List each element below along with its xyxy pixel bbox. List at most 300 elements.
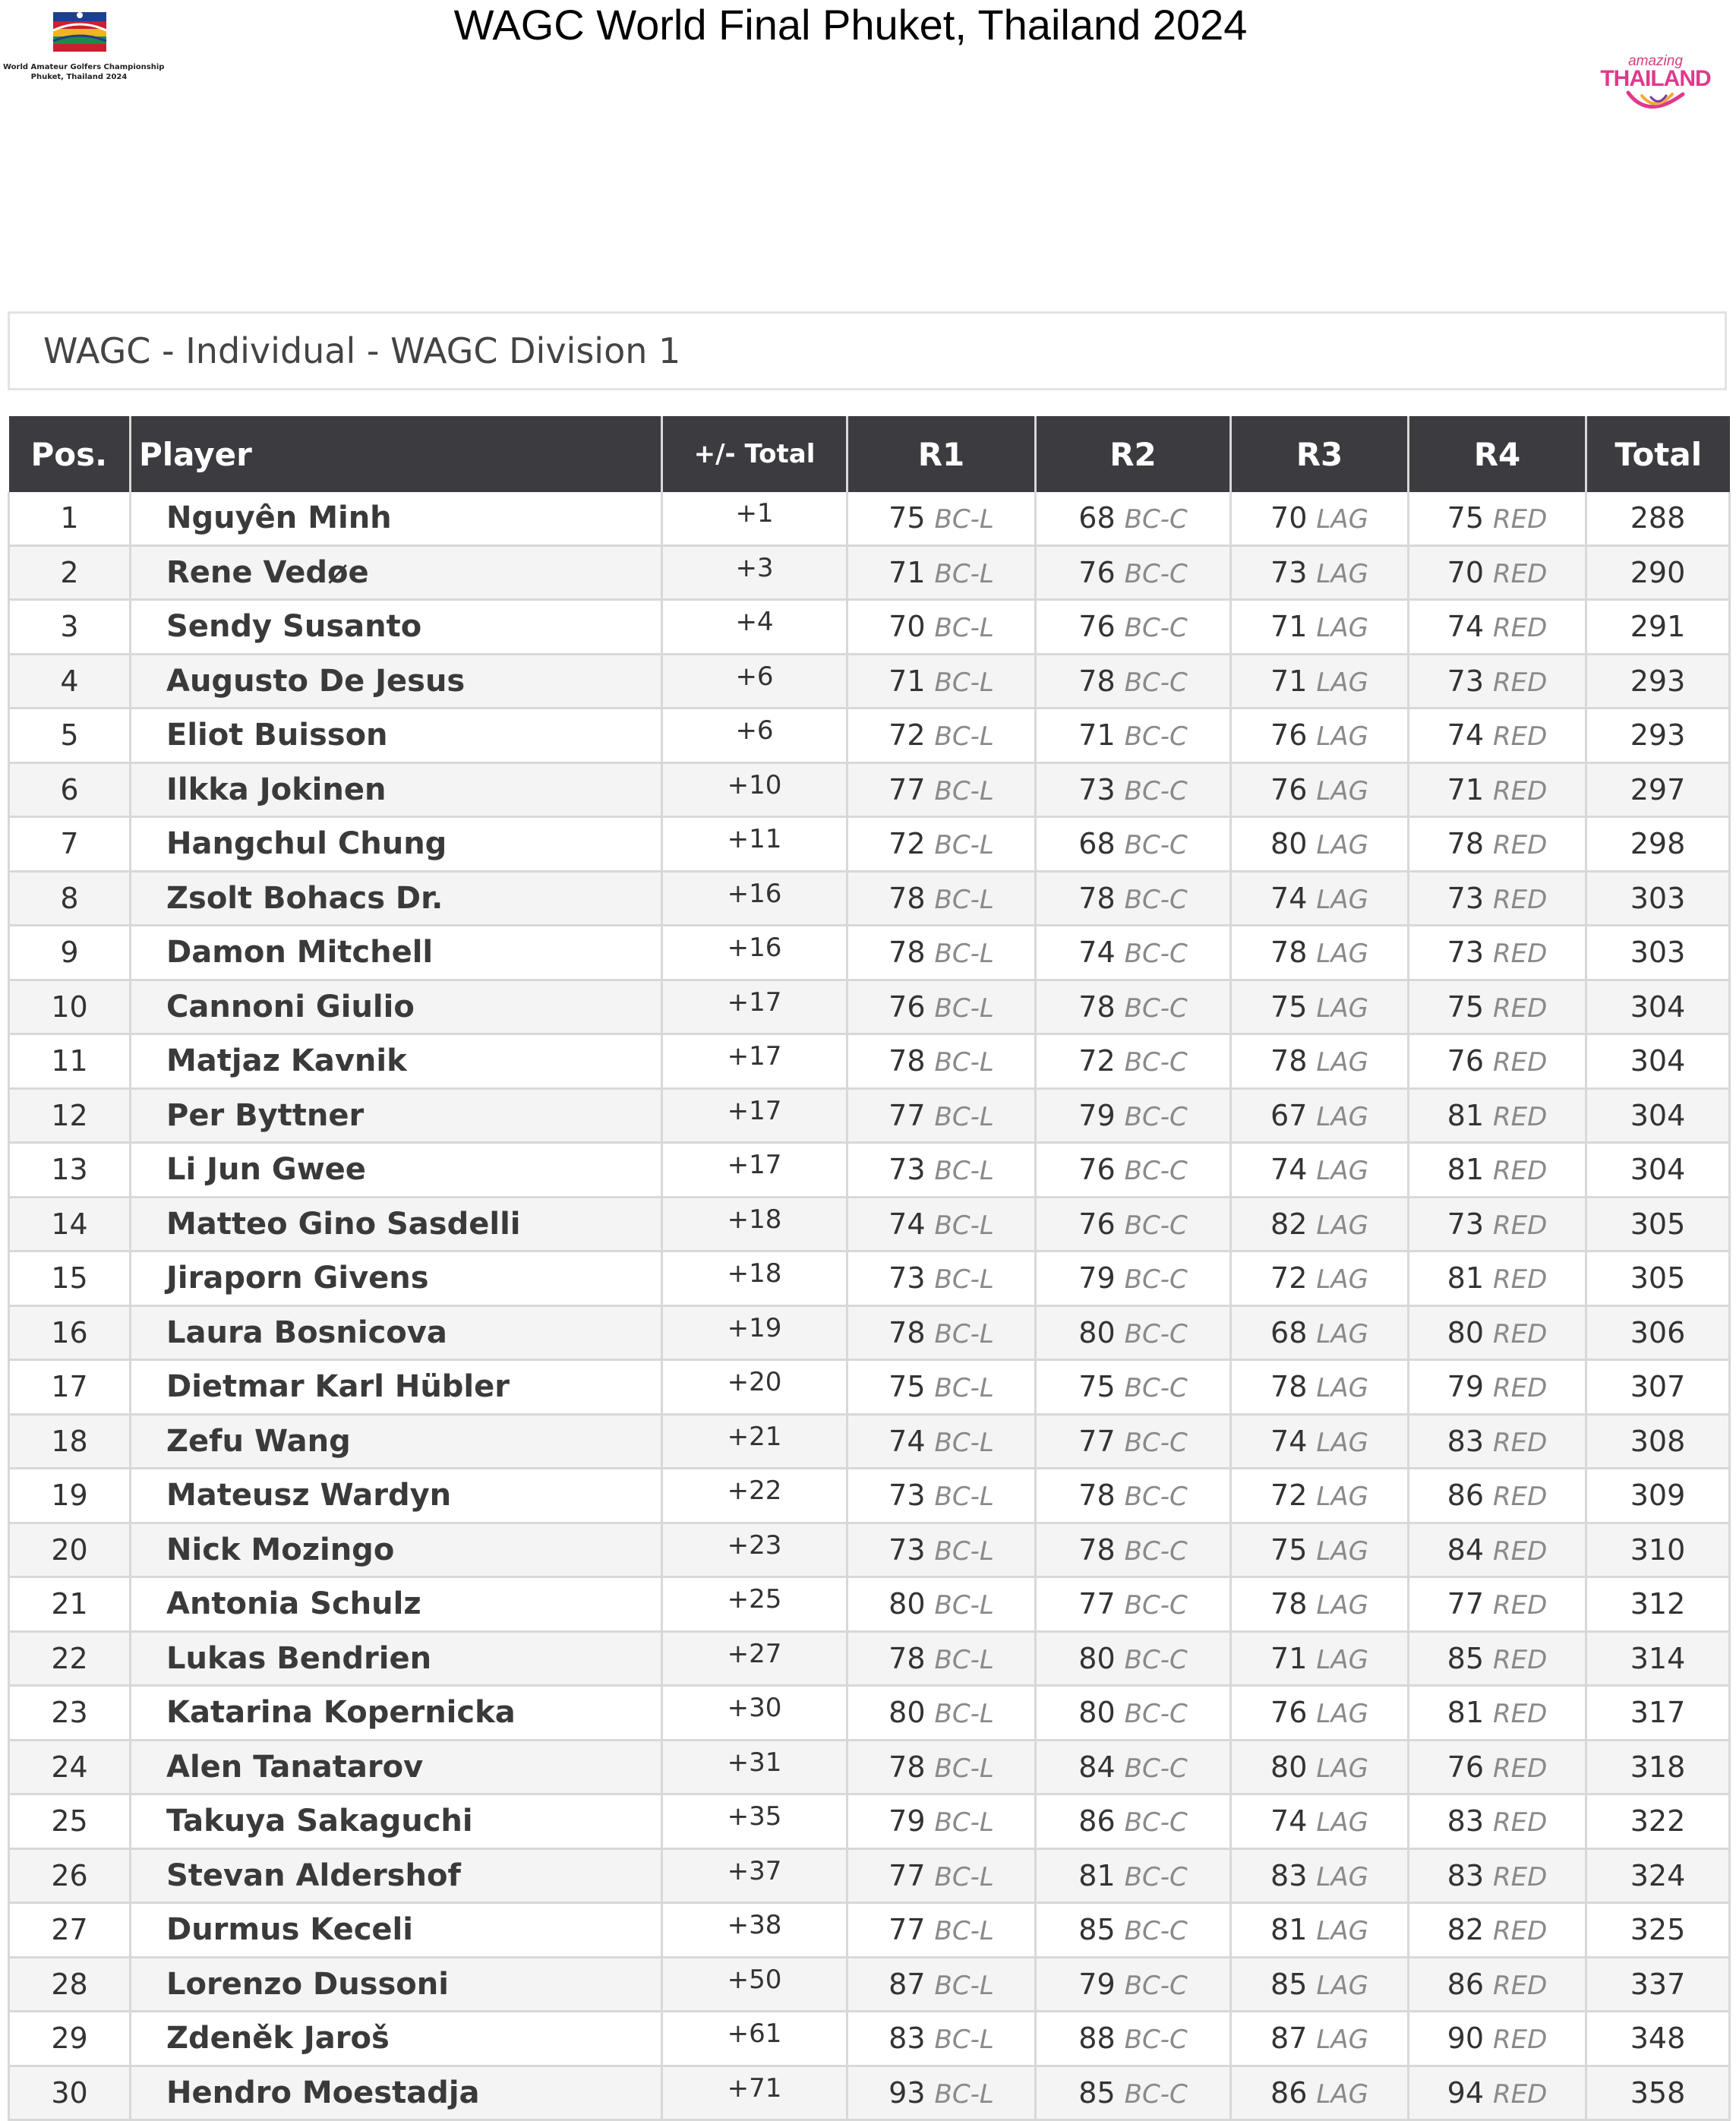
column-header-r1[interactable]: R1 (847, 416, 1036, 492)
r3-score-cell (1231, 1686, 1409, 1741)
r3-course-code: LAG (1316, 775, 1368, 806)
r4-course-code: RED (1493, 1264, 1548, 1296)
r1-course-code: BC-L (934, 1318, 994, 1349)
table-row[interactable] (9, 1957, 1730, 2012)
r1-score: 78 (889, 1044, 926, 1078)
r3-score-cell (1231, 1740, 1409, 1794)
r1-score-cell (847, 1197, 1036, 1251)
column-header-total[interactable]: Total (1586, 416, 1730, 492)
r3-score-cell (1231, 654, 1409, 709)
r1-course-code: BC-L (934, 613, 994, 644)
r1-score-cell (847, 1360, 1036, 1415)
total-score-cell: 305 (1586, 1197, 1730, 1251)
r4-score-cell (1409, 1686, 1586, 1741)
r1-score-cell (847, 1414, 1036, 1469)
total-score-cell: 291 (1586, 600, 1730, 655)
r1-course-code: BC-L (934, 1807, 994, 1839)
total-score-cell: 298 (1586, 817, 1730, 872)
player-name-link[interactable]: Mateusz Wardyn (131, 1469, 662, 1523)
table-header-row (9, 416, 1730, 492)
position-cell: 26 (9, 1848, 131, 1903)
r3-course-code: LAG (1316, 558, 1368, 589)
r1-course-code: BC-L (934, 1753, 994, 1784)
r3-score-cell (1231, 1469, 1409, 1523)
position-cell: 25 (9, 1794, 131, 1849)
table-row[interactable] (9, 1469, 1730, 1523)
r2-course-code: BC-C (1124, 558, 1188, 589)
table-row[interactable] (9, 871, 1730, 926)
r4-score: 94 (1447, 2075, 1485, 2110)
r2-course-code: BC-C (1124, 1210, 1188, 1241)
r4-score-cell (1409, 1631, 1586, 1686)
r3-score-cell (1231, 1794, 1409, 1849)
r3-course-code: LAG (1316, 1753, 1368, 1784)
r1-score: 77 (889, 1913, 926, 1947)
player-name-link[interactable]: Matjaz Kavnik (131, 1034, 662, 1089)
r4-course-code: RED (1493, 2025, 1548, 2056)
r3-score-cell (1231, 1305, 1409, 1360)
r3-score: 72 (1270, 1479, 1308, 1513)
player-name-link[interactable]: Li Jun Gwee (131, 1143, 662, 1198)
r3-course-code: LAG (1316, 830, 1368, 861)
r3-course-code: LAG (1316, 1373, 1368, 1404)
table-row[interactable] (9, 1251, 1730, 1306)
wagc-logo-line2: Phuket, Thailand 2024 (30, 73, 128, 81)
r1-score-cell (847, 1088, 1036, 1143)
r4-course-code: RED (1493, 613, 1548, 644)
r3-score-cell (1231, 2012, 1409, 2066)
r4-score: 81 (1447, 1098, 1485, 1132)
r1-score-cell (847, 2066, 1036, 2120)
r2-score-cell (1036, 980, 1231, 1034)
table-row[interactable] (9, 1305, 1730, 1360)
player-name-link[interactable]: Laura Bosnicova (131, 1305, 662, 1360)
amazing-thailand-logo (1595, 53, 1716, 122)
r3-score-cell (1231, 1197, 1409, 1251)
position-cell: 15 (9, 1251, 131, 1306)
r4-score-cell (1409, 1957, 1586, 2012)
r2-course-code: BC-C (1124, 1101, 1188, 1132)
amazing-thailand-logo-line1: amazing (1628, 53, 1683, 69)
table-row[interactable] (9, 1631, 1730, 1686)
column-header-player[interactable]: Player (131, 416, 662, 492)
table-row[interactable] (9, 709, 1730, 763)
r1-score: 78 (889, 1315, 926, 1349)
r2-score-cell (1036, 545, 1231, 600)
r4-course-code: RED (1493, 830, 1548, 861)
total-score-cell: 303 (1586, 926, 1730, 980)
r1-course-code: BC-L (934, 1047, 994, 1078)
r3-course-code: LAG (1316, 2025, 1368, 2056)
r1-score-cell (847, 600, 1036, 655)
table-row[interactable] (9, 980, 1730, 1034)
player-name-link[interactable]: Hangchul Chung (131, 817, 662, 872)
r4-score-cell (1409, 1903, 1586, 1958)
position-cell: 20 (9, 1523, 131, 1577)
r2-score-cell (1036, 654, 1231, 709)
player-name-link[interactable]: Matteo Gino Sasdelli (131, 1197, 662, 1251)
r3-course-code: LAG (1316, 1536, 1368, 1567)
table-row[interactable] (9, 1088, 1730, 1143)
position-cell: 24 (9, 1740, 131, 1794)
r2-course-code: BC-C (1124, 1644, 1188, 1675)
total-score-cell: 306 (1586, 1305, 1730, 1360)
column-header-r3[interactable]: R3 (1231, 416, 1409, 492)
r2-score: 78 (1078, 989, 1116, 1024)
r4-score: 73 (1447, 1207, 1485, 1241)
table-row[interactable] (9, 1794, 1730, 1849)
player-name-link[interactable]: Sendy Susanto (131, 600, 662, 655)
total-score-cell: 307 (1586, 1360, 1730, 1415)
wagc-logo-line1: World Amateur Golfers Championship (3, 63, 165, 71)
player-name-link[interactable]: Lukas Bendrien (131, 1631, 662, 1686)
r4-course-code: RED (1493, 884, 1548, 915)
r2-course-code: BC-C (1124, 1264, 1188, 1296)
r4-score-cell (1409, 1469, 1586, 1523)
r4-score-cell (1409, 709, 1586, 763)
r2-score: 84 (1078, 1750, 1116, 1784)
r2-score: 73 (1078, 772, 1116, 806)
r3-course-code: LAG (1316, 1807, 1368, 1839)
player-name-link[interactable]: Jiraporn Givens (131, 1251, 662, 1306)
to-par-cell: +22 (662, 1469, 847, 1523)
r4-score: 85 (1447, 1641, 1485, 1675)
to-par-cell: +11 (662, 817, 847, 872)
total-score-cell: 303 (1586, 871, 1730, 926)
r4-score-cell (1409, 1794, 1586, 1849)
r1-score: 72 (889, 718, 926, 753)
r2-course-code: BC-C (1124, 2025, 1188, 2056)
position-cell: 16 (9, 1305, 131, 1360)
r1-course-code: BC-L (934, 1970, 994, 2001)
r2-score: 79 (1078, 1098, 1116, 1132)
r3-score: 78 (1270, 1044, 1308, 1078)
r4-score: 83 (1447, 1804, 1485, 1839)
r4-score: 83 (1447, 1424, 1485, 1458)
r3-score-cell (1231, 762, 1409, 817)
thailand-swoosh-icon (1625, 90, 1686, 117)
column-header-r4[interactable]: R4 (1409, 416, 1586, 492)
total-score-cell: 318 (1586, 1740, 1730, 1794)
r2-course-code: BC-C (1124, 2078, 1188, 2110)
r2-course-code: BC-C (1124, 1753, 1188, 1784)
table-row[interactable] (9, 1740, 1730, 1794)
r2-course-code: BC-C (1124, 504, 1188, 535)
r3-score: 83 (1270, 1858, 1308, 1892)
r3-score: 71 (1270, 664, 1308, 698)
r2-score: 76 (1078, 1153, 1116, 1187)
total-score-cell: 324 (1586, 1848, 1730, 1903)
r4-course-code: RED (1493, 1427, 1548, 1458)
table-row[interactable] (9, 1197, 1730, 1251)
r4-score: 74 (1447, 610, 1485, 644)
total-score-cell: 348 (1586, 2012, 1730, 2066)
r1-score: 76 (889, 989, 926, 1024)
r4-score-cell (1409, 545, 1586, 600)
r1-score-cell (847, 492, 1036, 545)
total-score-cell: 310 (1586, 1523, 1730, 1577)
r2-score-cell (1036, 1848, 1231, 1903)
r4-course-code: RED (1493, 1101, 1548, 1132)
r3-score: 80 (1270, 827, 1308, 861)
r3-score-cell (1231, 1577, 1409, 1632)
r1-score: 77 (889, 1098, 926, 1132)
position-cell: 13 (9, 1143, 131, 1198)
r4-course-code: RED (1493, 1156, 1548, 1187)
r4-score: 73 (1447, 936, 1485, 970)
r1-course-code: BC-L (934, 1644, 994, 1675)
r1-score-cell (847, 1740, 1036, 1794)
to-par-cell: +6 (662, 654, 847, 709)
r2-course-code: BC-C (1124, 1318, 1188, 1349)
r2-course-code: BC-C (1124, 775, 1188, 806)
table-row[interactable] (9, 2066, 1730, 2120)
position-cell: 28 (9, 1957, 131, 2012)
r1-score-cell (847, 1848, 1036, 1903)
position-cell: 10 (9, 980, 131, 1034)
r4-course-code: RED (1493, 1699, 1548, 1730)
table-row[interactable] (9, 1903, 1730, 1958)
leaderboard-body (9, 492, 1730, 2120)
r4-score-cell (1409, 2012, 1586, 2066)
r3-score: 81 (1270, 1913, 1308, 1947)
r1-score: 78 (889, 1750, 926, 1784)
r3-score-cell (1231, 1088, 1409, 1143)
r4-score: 86 (1447, 1967, 1485, 2001)
r2-score-cell (1036, 2066, 1231, 2120)
r3-score-cell (1231, 2066, 1409, 2120)
r2-score: 85 (1078, 1913, 1116, 1947)
r1-score: 79 (889, 1804, 926, 1839)
r3-score-cell (1231, 1360, 1409, 1415)
table-row[interactable] (9, 817, 1730, 872)
player-name-link[interactable]: Zdeněk Jaroš (131, 2012, 662, 2066)
r2-course-code: BC-C (1124, 1590, 1188, 1621)
player-name-link[interactable]: Alen Tanatarov (131, 1740, 662, 1794)
player-name-link[interactable]: Stevan Aldershof (131, 1848, 662, 1903)
r4-score-cell (1409, 1848, 1586, 1903)
r2-course-code: BC-C (1124, 1861, 1188, 1892)
player-name-link[interactable]: Dietmar Karl Hübler (131, 1360, 662, 1415)
player-name-link[interactable]: Rene Vedøe (131, 545, 662, 600)
r1-score: 71 (889, 664, 926, 698)
r3-course-code: LAG (1316, 1861, 1368, 1892)
table-row[interactable] (9, 1034, 1730, 1089)
r3-course-code: LAG (1316, 1970, 1368, 2001)
r3-course-code: LAG (1316, 1210, 1368, 1241)
table-row[interactable] (9, 2012, 1730, 2066)
r4-score: 71 (1447, 772, 1485, 806)
table-row[interactable] (9, 1686, 1730, 1741)
r2-score-cell (1036, 1034, 1231, 1089)
table-row[interactable] (9, 545, 1730, 600)
position-cell: 21 (9, 1577, 131, 1632)
player-name-link[interactable]: Damon Mitchell (131, 926, 662, 980)
r1-score-cell (847, 1631, 1036, 1686)
r2-score: 77 (1078, 1424, 1116, 1458)
r1-score-cell (847, 1469, 1036, 1523)
r3-score: 67 (1270, 1098, 1308, 1132)
table-row[interactable] (9, 762, 1730, 817)
r1-score: 74 (889, 1424, 926, 1458)
player-name-link[interactable]: Nick Mozingo (131, 1523, 662, 1577)
r3-score-cell (1231, 817, 1409, 872)
r1-score-cell (847, 545, 1036, 600)
r2-score: 78 (1078, 1479, 1116, 1513)
player-name-link[interactable]: Takuya Sakaguchi (131, 1794, 662, 1849)
r3-course-code: LAG (1316, 1047, 1368, 1078)
r3-score: 76 (1270, 772, 1308, 806)
r1-course-code: BC-L (934, 1373, 994, 1404)
page-title: WAGC World Final Phuket, Thailand 2024 (453, 1, 1248, 49)
total-score-cell: 293 (1586, 654, 1730, 709)
r1-score-cell (847, 1251, 1036, 1306)
player-name-link[interactable]: Lorenzo Dussoni (131, 1957, 662, 2012)
position-cell: 9 (9, 926, 131, 980)
r3-score-cell (1231, 1034, 1409, 1089)
r2-score: 80 (1078, 1696, 1116, 1730)
position-cell: 5 (9, 709, 131, 763)
table-row[interactable] (9, 1848, 1730, 1903)
r2-course-code: BC-C (1124, 884, 1188, 915)
r2-score: 68 (1078, 501, 1116, 535)
r4-course-code: RED (1493, 2078, 1548, 2110)
r3-score: 70 (1270, 501, 1308, 535)
table-row[interactable] (9, 1360, 1730, 1415)
r3-score-cell (1231, 980, 1409, 1034)
to-par-cell: +3 (662, 545, 847, 600)
player-name-link[interactable]: Per Byttner (131, 1088, 662, 1143)
r1-course-code: BC-L (934, 1916, 994, 1947)
column-header-pos[interactable]: Pos. (9, 416, 131, 492)
column-header-r2[interactable]: R2 (1036, 416, 1231, 492)
r2-course-code: BC-C (1124, 1482, 1188, 1513)
table-row[interactable] (9, 600, 1730, 655)
r2-course-code: BC-C (1124, 1373, 1188, 1404)
player-name-link[interactable]: Katarina Kopernicka (131, 1686, 662, 1741)
total-score-cell: 304 (1586, 1143, 1730, 1198)
table-row[interactable] (9, 1143, 1730, 1198)
to-par-cell: +21 (662, 1414, 847, 1469)
r2-course-code: BC-C (1124, 830, 1188, 861)
r4-score-cell (1409, 926, 1586, 980)
r2-score-cell (1036, 1686, 1231, 1741)
r4-score-cell (1409, 2066, 1586, 2120)
player-name-link[interactable]: Hendro Moestadja (131, 2066, 662, 2120)
total-score-cell: 304 (1586, 980, 1730, 1034)
table-row[interactable] (9, 654, 1730, 709)
total-score-cell: 304 (1586, 1034, 1730, 1089)
total-score-cell: 293 (1586, 709, 1730, 763)
r1-score-cell (847, 1903, 1036, 1958)
r3-score: 87 (1270, 2022, 1308, 2056)
r1-course-code: BC-L (934, 1590, 994, 1621)
r4-course-code: RED (1493, 1536, 1548, 1567)
r1-score: 78 (889, 881, 926, 915)
to-par-cell: +18 (662, 1251, 847, 1306)
r3-course-code: LAG (1316, 993, 1368, 1024)
r1-score: 78 (889, 936, 926, 970)
r4-score: 74 (1447, 718, 1485, 753)
r1-score: 75 (889, 1370, 926, 1404)
r3-score: 75 (1270, 1532, 1308, 1567)
player-name-link[interactable]: Cannoni Giulio (131, 980, 662, 1034)
player-name-link[interactable]: Durmus Keceli (131, 1903, 662, 1958)
to-par-cell: +23 (662, 1523, 847, 1577)
r3-score: 71 (1270, 610, 1308, 644)
position-cell: 7 (9, 817, 131, 872)
r1-course-code: BC-L (934, 504, 994, 535)
position-cell: 18 (9, 1414, 131, 1469)
player-name-link[interactable]: Ilkka Jokinen (131, 762, 662, 817)
r3-course-code: LAG (1316, 1318, 1368, 1349)
r4-score-cell (1409, 1251, 1586, 1306)
r4-course-code: RED (1493, 1373, 1548, 1404)
r2-score-cell (1036, 1577, 1231, 1632)
r3-score: 75 (1270, 989, 1308, 1024)
results-panel-title: WAGC - Individual - WAGC Division 1 (43, 330, 681, 371)
player-name-link[interactable]: Nguyên Minh (131, 492, 662, 545)
to-par-cell: +19 (662, 1305, 847, 1360)
r4-course-code: RED (1493, 775, 1548, 806)
r4-course-code: RED (1493, 1753, 1548, 1784)
player-name-link[interactable]: Zsolt Bohacs Dr. (131, 871, 662, 926)
r3-score: 73 (1270, 555, 1308, 589)
r3-course-code: LAG (1316, 939, 1368, 970)
r4-course-code: RED (1493, 558, 1548, 589)
table-row[interactable] (9, 1523, 1730, 1577)
r3-score: 71 (1270, 1641, 1308, 1675)
player-name-link[interactable]: Antonia Schulz (131, 1577, 662, 1632)
r4-course-code: RED (1493, 939, 1548, 970)
r3-score-cell (1231, 871, 1409, 926)
r1-score: 75 (889, 501, 926, 535)
r1-score-cell (847, 1794, 1036, 1849)
to-par-cell: +17 (662, 1143, 847, 1198)
r2-score: 68 (1078, 827, 1116, 861)
table-row[interactable] (9, 1577, 1730, 1632)
r3-score-cell (1231, 1143, 1409, 1198)
r2-score-cell (1036, 492, 1231, 545)
table-row[interactable] (9, 1414, 1730, 1469)
r4-score: 75 (1447, 989, 1485, 1024)
player-name-link[interactable]: Augusto De Jesus (131, 654, 662, 709)
r2-score-cell (1036, 1523, 1231, 1577)
r2-course-code: BC-C (1124, 1916, 1188, 1947)
r4-course-code: RED (1493, 1210, 1548, 1241)
r1-course-code: BC-L (934, 1536, 994, 1567)
player-name-link[interactable]: Eliot Buisson (131, 709, 662, 763)
r4-score-cell (1409, 1523, 1586, 1577)
to-par-cell: +35 (662, 1794, 847, 1849)
r1-score-cell (847, 709, 1036, 763)
r2-score: 77 (1078, 1587, 1116, 1621)
player-name-link[interactable]: Zefu Wang (131, 1414, 662, 1469)
r3-course-code: LAG (1316, 1482, 1368, 1513)
r4-course-code: RED (1493, 1482, 1548, 1513)
table-row[interactable] (9, 492, 1730, 545)
to-par-cell: +37 (662, 1848, 847, 1903)
r1-score-cell (847, 1577, 1036, 1632)
column-header-diff[interactable]: +/- Total (662, 416, 847, 492)
r4-score-cell (1409, 980, 1586, 1034)
r1-course-code: BC-L (934, 1427, 994, 1458)
position-cell: 17 (9, 1360, 131, 1415)
r1-course-code: BC-L (934, 1861, 994, 1892)
to-par-cell: +1 (662, 492, 847, 545)
table-row[interactable] (9, 926, 1730, 980)
r4-score-cell (1409, 492, 1586, 545)
